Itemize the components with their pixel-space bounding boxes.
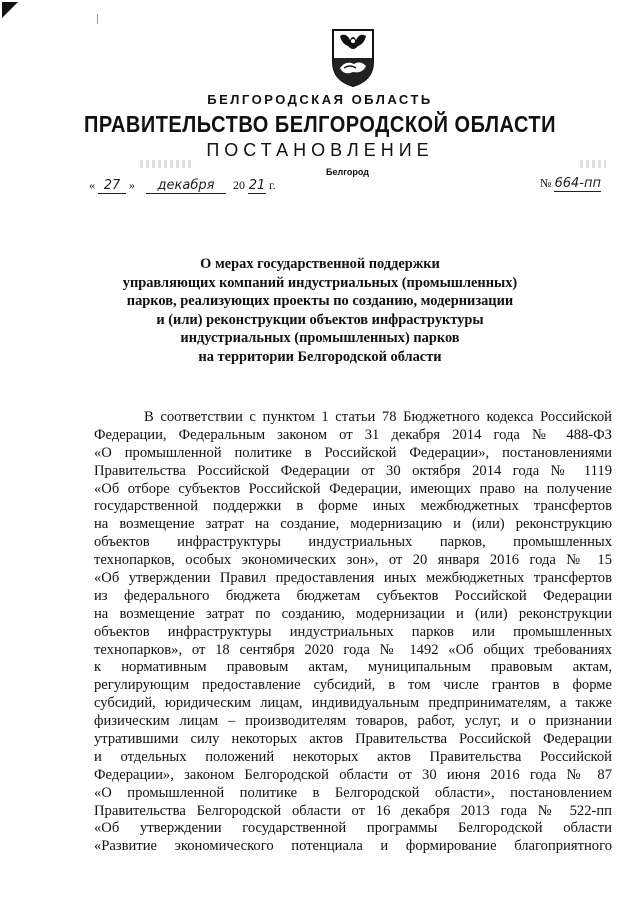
body-line: регулирующим предоставление субсидий, в том числе грантов в форме — [94, 677, 612, 694]
body-line: технопарков, особых экономических зон», от 20 января 2016 года № 15 — [94, 552, 612, 569]
region-heading: БЕЛГОРОДСКАЯ ОБЛАСТЬ — [207, 92, 433, 107]
date-close-quote: » — [129, 178, 135, 192]
date-month: декабря — [146, 179, 226, 194]
document-number — [540, 176, 601, 191]
corner-mark-icon — [2, 2, 18, 18]
body-line: технопарков», от 18 сентября 2020 года № 1492 «Об общих требованиях — [94, 641, 612, 658]
date-year-prefix: 20 — [233, 178, 245, 192]
faint-stamp-marks — [140, 160, 194, 168]
city-name: Белгород — [326, 167, 369, 177]
body-line: субсидий, юридическим лицам, индивидуальным предпринимателям, а также — [94, 695, 612, 712]
body-line: к нормативным правовым актам, муниципальным правовым актам, — [94, 659, 612, 676]
body-line: Правительства Российской Федерации от 30 октября 2014 года № 1119 — [94, 462, 612, 479]
body-line: «Об утверждении государственной программы Белгородской области — [94, 820, 612, 837]
date-open-quote: « — [89, 178, 95, 192]
title-line: и (или) реконструкции объектов инфраструктуры — [156, 311, 484, 328]
number-value: 664-пп — [554, 176, 601, 191]
number-label: № — [540, 176, 552, 190]
body-line: Правительства Белгородской области от 16 декабря 2013 года № 522-пп — [94, 802, 612, 819]
faint-stamp-marks — [580, 160, 606, 168]
title-line: индустриальных (промышленных) парков — [180, 330, 460, 346]
body-line: «Развитие экономического потенциала и формирование благоприятного — [94, 838, 612, 855]
body-line: объектов инфраструктуры индустриальных парков или промышленных — [94, 623, 612, 640]
title-line: на территории Белгородской области — [198, 348, 442, 365]
body-line: физическим лицам – производителям товаров, работ, услуг, и о признании — [94, 713, 612, 730]
body-line: «О промышленной политике в Белгородской области», постановлением — [94, 784, 612, 801]
body-line: и отдельных положений некоторых актов Правительства Российской — [94, 748, 612, 765]
date-year-suffix: 21 — [248, 178, 266, 193]
date-day: 27 — [98, 179, 126, 194]
title-line: О мерах государственной поддержки — [200, 256, 440, 272]
title-line: управляющих компаний индустриальных (промышленных) — [122, 274, 518, 291]
body-line: Федерации», законом Белгородской области от 30 июня 2016 года № 87 — [94, 766, 612, 783]
body-line: из федерального бюджета бюджетам субъектов Российской Федерации — [94, 587, 612, 604]
body-line: на возмещение затрат по созданию, модернизации и (или) реконструкции — [94, 605, 612, 622]
margin-tick — [97, 14, 98, 24]
document-title — [100, 255, 540, 366]
document-type: ПОСТАНОВЛЕНИЕ — [206, 140, 434, 160]
body-line: Федерации, Федеральным законом от 31 декабря 2014 года № 488-ФЗ — [94, 426, 612, 443]
body-line: утратившими силу некоторых актов Правительства Российской Федерации — [94, 731, 612, 748]
body-line: на возмещение затрат на создание, модернизацию и (или) реконструкцию — [94, 516, 612, 533]
belgorod-coat-of-arms-icon — [330, 28, 376, 88]
body-line: объектов инфраструктуры индустриальных парков, промышленных — [94, 534, 612, 551]
body-line: «О промышленной политике в Российской Федерации», постановлениями — [94, 444, 612, 461]
body-line: государственной поддержки в форме иных межбюджетных трансфертов — [94, 498, 612, 515]
body-line: В соответствии с пунктом 1 статьи 78 Бюджетного кодекса Российской — [144, 409, 612, 425]
date-year-unit: г. — [269, 178, 276, 192]
document-body — [94, 409, 612, 856]
title-line: парков, реализующих проекты по созданию, модернизации — [126, 293, 514, 309]
body-line: «Об утверждении Правил предоставления иных межбюджетных трансфертов — [94, 570, 612, 587]
document-date — [89, 178, 276, 194]
government-heading: ПРАВИТЕЛЬСТВО БЕЛГОРОДСКОЙ ОБЛАСТИ — [84, 112, 556, 138]
body-line: «Об отборе субъектов Российской Федерации, имеющих право на получение — [94, 480, 612, 497]
